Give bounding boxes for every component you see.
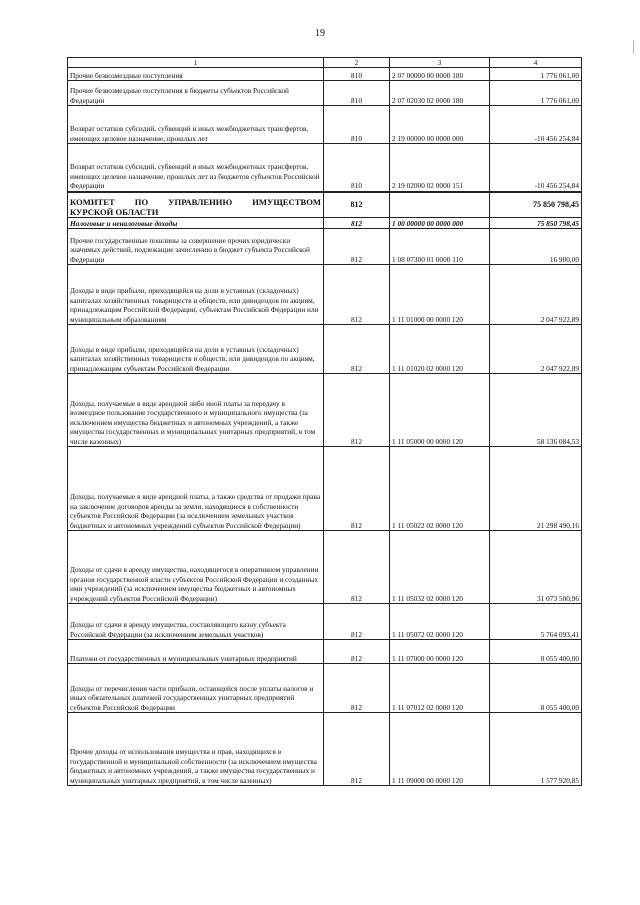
admin-code-cell: 812 (324, 713, 390, 786)
row-name-cell: Доходы в виде прибыли, приходящейся на доли в уставных (складочных) капиталах хозяйственных товариществ и обществ, или дивидендов по акциям, принадлежащим субъектам Российской Федерации (68, 325, 324, 374)
budget-code-cell: 1 11 01000 00 0000 120 (390, 265, 490, 325)
table-row (68, 218, 582, 229)
amount-cell: -10 456 254,84 (490, 106, 582, 144)
column-header: 4 (490, 58, 582, 68)
budget-code-cell: 1 11 07000 00 0000 120 (390, 640, 490, 664)
scan-margin-mark (633, 40, 634, 54)
amount-cell: 5 764 093,41 (490, 604, 582, 640)
admin-code-cell: 810 (324, 81, 390, 106)
table-row (68, 531, 582, 604)
amount-cell: 58 136 084,53 (490, 374, 582, 447)
column-header: 1 (68, 58, 324, 68)
table-row (68, 106, 582, 144)
committee-name-line1: КОМИТЕТ ПО УПРАВЛЕНИЮ ИМУЩЕСТВОМ (70, 197, 321, 207)
table-row (68, 713, 582, 786)
budget-code-cell: 2 07 00000 00 0000 180 (390, 68, 490, 81)
committee-name-line2: КУРСКОЙ ОБЛАСТИ (70, 207, 159, 217)
budget-code-cell: 1 11 05000 00 0000 120 (390, 374, 490, 447)
row-name-cell: Прочие безвозмездные поступления (68, 68, 324, 81)
budget-code-cell: 2 07 02030 02 0000 180 (390, 81, 490, 106)
column-header: 2 (324, 58, 390, 68)
table-row (68, 640, 582, 664)
admin-code-cell: 812 (324, 218, 390, 229)
admin-code-cell: 810 (324, 144, 390, 192)
budget-code-cell: 1 11 05072 02 0000 120 (390, 604, 490, 640)
admin-code-cell: 812 (324, 447, 390, 531)
admin-code-cell: 812 (324, 374, 390, 447)
admin-code-cell: 812 (324, 664, 390, 713)
admin-code-cell: 812 (324, 531, 390, 604)
table-body (68, 68, 582, 786)
budget-code-cell: 1 11 01020 02 0000 120 (390, 325, 490, 374)
row-name-cell: Доходы от сдачи в аренду имущества, составляющего казну субъекта Российской Федерации (за исключением земельных участков) (68, 604, 324, 640)
row-name-cell: Возврат остатков субсидий, субвенций и иных межбюджетных трансфертов, имеющих целевое назначение, прошлых лет (68, 106, 324, 144)
amount-cell: 75 850 798,45 (490, 192, 582, 218)
budget-code-cell: 2 19 00000 00 0000 000 (390, 106, 490, 144)
budget-code-cell: 1 11 05032 02 0000 120 (390, 531, 490, 604)
amount-cell: 8 055 400,00 (490, 664, 582, 713)
admin-code-cell: 812 (324, 265, 390, 325)
budget-code-cell (390, 192, 490, 218)
row-name-cell: Доходы в виде прибыли, приходящейся на доли в уставных (складочных) капиталах хозяйственных товариществ и обществ, или дивидендов по акциям, принадлежащим Российской Федерации, субъектам Российской Федерации или муниципальным образованиям (68, 265, 324, 325)
budget-code-cell: 1 11 07012 02 0000 120 (390, 664, 490, 713)
amount-cell: 1 776 061,00 (490, 68, 582, 81)
row-name-cell: Прочие безвозмездные поступления в бюджеты субъектов Российской Федерации (68, 81, 324, 106)
table-row (68, 447, 582, 531)
table-row (68, 604, 582, 640)
row-name-cell: Прочие государственные пошлины за совершение прочих юридически значимых действий, подлежащие зачислению в бюджет субъекта Российской Федерации (68, 229, 324, 265)
amount-cell: 21 298 490,16 (490, 447, 582, 531)
revenue-table (67, 57, 582, 786)
admin-code-cell: 810 (324, 106, 390, 144)
admin-code-cell: 812 (324, 192, 390, 218)
row-name-cell: Возврат остатков субсидий, субвенций и иных межбюджетных трансфертов, имеющих целевое назначение, прошлых лет из бюджетов субъектов Российской Федерации (68, 144, 324, 192)
table-row (68, 229, 582, 265)
amount-cell: 1 577 920,85 (490, 713, 582, 786)
row-name-cell: Прочие доходы от использования имущества и прав, находящихся в государственной и муниципальной собственности (за исключением имущества бюджетных и автономных учреждений, а также имущества государственных и муниципальных унитарных предприятий, в том числе казенных) (68, 713, 324, 786)
table-row (68, 144, 582, 192)
amount-cell: 31 073 500,96 (490, 531, 582, 604)
admin-code-cell: 812 (324, 325, 390, 374)
amount-cell: 1 776 061,00 (490, 81, 582, 106)
row-name-cell: Доходы от перечисления части прибыли, остающейся после уплаты налогов и иных обязательных платежей государственных унитарных предприятий субъектов Российской Федерации (68, 664, 324, 713)
amount-cell: 75 850 798,45 (490, 218, 582, 229)
table-row (68, 192, 582, 218)
amount-cell: -10 456 254,84 (490, 144, 582, 192)
admin-code-cell: 810 (324, 68, 390, 81)
table-row (68, 325, 582, 374)
page-number: 19 (315, 28, 325, 39)
column-header: 3 (390, 58, 490, 68)
admin-code-cell: 812 (324, 229, 390, 265)
row-name-cell: Платежи от государственных и муниципальных унитарных предприятий (68, 640, 324, 664)
budget-code-cell: 1 08 07300 01 0000 110 (390, 229, 490, 265)
row-name-cell: Доходы, получаемые в виде арендной платы, а также средства от продажи права на заключение договоров аренды за земли, находящиеся в собственности субъектов Российской Федерации (за исключением земельных участков бюджетных и автономных учреждений субъектов Российской Федерации) (68, 447, 324, 531)
budget-code-cell: 1 00 00000 00 0000 000 (390, 218, 490, 229)
table-row (68, 265, 582, 325)
row-name-cell: Доходы, получаемые в виде арендной либо иной платы за передачу в возмездное пользование государственного и муниципального имущества (за исключением имущества бюджетных и автономных учреждений, а также имущества государственных и муниципальных унитарных предприятий, в том числе казенных) (68, 374, 324, 447)
row-name-cell (68, 192, 324, 218)
row-name-cell: Налоговые и неналоговые доходы (68, 218, 324, 229)
row-name-cell: Доходы от сдачи в аренду имущества, находящегося в оперативном управлении органов государственной власти субъектов Российской Федерации и созданных ими учреждений (за исключением имущества бюджетных и автономных учреждений субъектов Российской Федерации) (68, 531, 324, 604)
amount-cell: 2 047 922,89 (490, 265, 582, 325)
budget-code-cell: 1 11 09000 00 0000 120 (390, 713, 490, 786)
table-row (68, 68, 582, 81)
amount-cell: 16 900,00 (490, 229, 582, 265)
table-row (68, 374, 582, 447)
amount-cell: 8 055 400,00 (490, 640, 582, 664)
amount-cell: 2 047 922,89 (490, 325, 582, 374)
admin-code-cell: 812 (324, 604, 390, 640)
table-row (68, 81, 582, 106)
admin-code-cell: 812 (324, 640, 390, 664)
budget-code-cell: 2 19 02000 02 0000 151 (390, 144, 490, 192)
table-row (68, 664, 582, 713)
table-header-row (68, 58, 582, 68)
budget-code-cell: 1 11 05022 02 0000 120 (390, 447, 490, 531)
